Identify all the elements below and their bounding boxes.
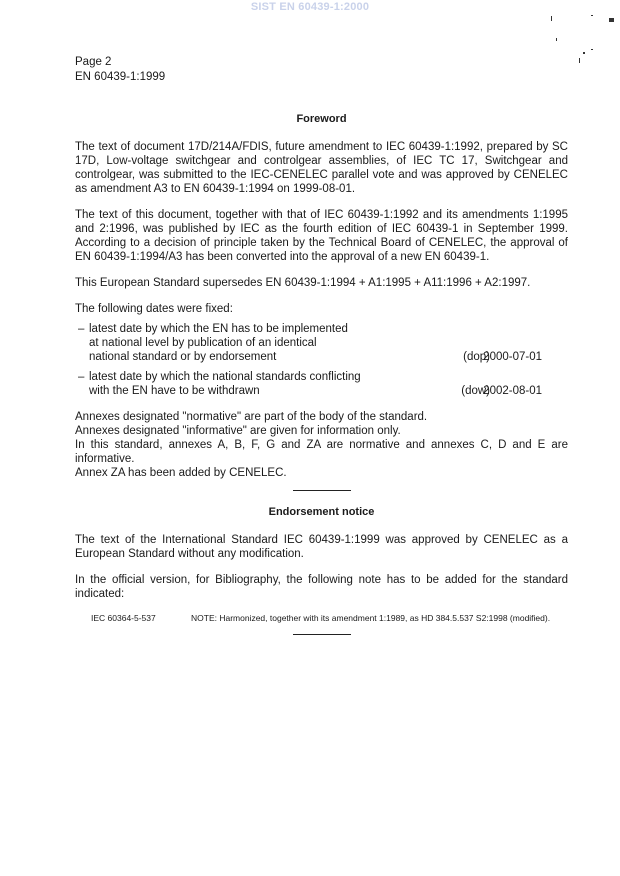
date-item-text: latest date by which the national standards conflicting [89,371,361,383]
endorsement-paragraph-2: In the official version, for Bibliography, the following note has to be added for the standard indicated: [75,574,568,600]
date-code: (dow) [461,385,490,397]
annex-line: Annexes designated "normative" are part of the body of the standard. [75,411,428,423]
dates-intro: The following dates were fixed: [75,303,233,315]
scan-speck [556,38,557,41]
annex-line: Annex ZA has been added by CENELEC. [75,467,287,479]
scan-speck [583,52,585,54]
page-header [75,55,165,85]
page-number: Page 2 [75,56,112,68]
foreword-paragraph-2: The text of this document, together with that of IEC 60439-1:1992 and its amendments 1:1995 and 2:1996, was published by IEC as the fourth edition of IEC 60439-1 in September 1999. According to a decision of principle taken by the Technical Board of CENELEC, the approval of EN 60439-1:1994/A3 has been converted into the approval of a new EN 60439-1. [75,209,568,263]
scan-speck [609,18,614,22]
note-reference: IEC 60364-5-537 [91,613,156,623]
date-item-text: at national level by publication of an identical [89,337,317,349]
foreword-paragraph-3: This European Standard supersedes EN 60439-1:1994 + A1:1995 + A11:1996 + A2:1997. [75,277,531,289]
list-dash: – [78,323,85,335]
endorsement-heading: Endorsement notice [268,506,375,518]
endorsement-paragraph-1: The text of the International Standard IEC 60439-1:1999 was approved by CENELEC as a European Standard without any modification. [75,534,568,560]
document-id: EN 60439-1:1999 [75,71,166,83]
bibliography-note [91,613,568,624]
watermark: SIST EN 60439-1:2000 [250,1,370,13]
annex-line: In this standard, annexes A, B, F, G and ZA are normative and annexes C, D and E are informative. [75,439,568,465]
document-body [75,112,568,635]
date-item-text: latest date by which the EN has to be implemented [89,323,348,335]
date-value: 2000-07-01 [483,351,542,363]
date-item-dow [75,370,568,398]
note-text: NOTE: Harmonized, together with its amendment 1:1989, as HD 384.5.537 S2:1998 (modified). [191,613,551,623]
scan-speck [551,16,552,21]
date-code: (dop) [463,351,490,363]
scan-speck [591,49,593,50]
date-value: 2002-08-01 [483,385,542,397]
foreword-paragraph-1: The text of document 17D/214A/FDIS, future amendment to IEC 60439-1:1992, prepared by SC 17D, Low-voltage switchgear and controlgear assemblies, of IEC TC 17, Switchgear and controlgear, was submitted to the IEC-CENELEC parallel vote and was approved by CENELEC as amendment A3 to EN 60439-1:1994 on 1999-08-01. [75,141,568,195]
section-divider [293,634,351,635]
scan-speck [579,58,580,63]
annex-line: Annexes designated "informative" are given for information only. [75,425,401,437]
date-item-text: with the EN have to be withdrawn [89,385,260,397]
date-item-text: national standard or by endorsement [89,351,277,363]
foreword-heading: Foreword [296,113,347,125]
date-item-dop [75,322,568,364]
list-dash: – [78,371,85,383]
scan-speck [591,15,593,16]
